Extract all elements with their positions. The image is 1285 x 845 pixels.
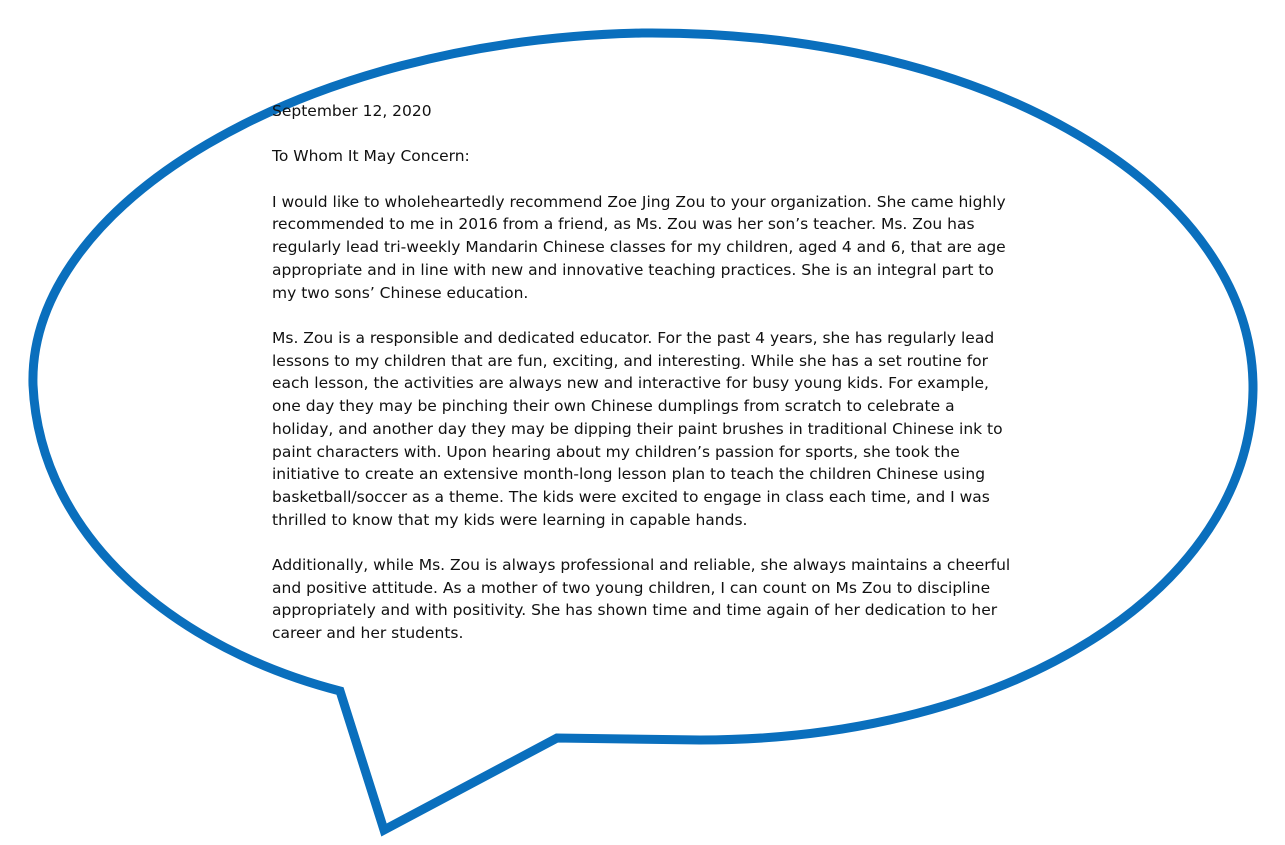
recommendation-letter <box>272 100 1012 645</box>
letter-salutation: To Whom It May Concern: <box>272 147 470 166</box>
letter-date: September 12, 2020 <box>272 102 432 120</box>
letter-paragraph-3: Additionally, while Ms. Zou is always professional and reliable, she always maintains a cheerful and positive attitude. As a mother of two young children, I can count on Ms Zou to discipline appropriately and with positivity. She has shown time and time again of her dedication to her career and her students. <box>272 556 1011 643</box>
letter-paragraph-1: I would like to wholeheartedly recommend Zoe Jing Zou to your organization. She came highly recommended to me in 2016 from a friend, as Ms. Zou was her son’s teacher. Ms. Zou has regularly lead tri-weekly Mandarin Chinese classes for my children, aged 4 and 6, that are age appropriate and in line with new and innovative teaching practices. She is an integral part to my two sons’ Chinese education. <box>272 192 1006 302</box>
letter-paragraph-2: Ms. Zou is a responsible and dedicated educator. For the past 4 years, she has regularly lead lessons to my children that are fun, exciting, and interesting. While she has a set routine for each lesson, the activities are always new and interactive for busy young kids. For example, one day they may be pinching their own Chinese dumplings from scratch to celebrate a holiday, and another day they may be dipping their paint brushes in traditional Chinese ink to paint characters with. Upon hearing about my children’s passion for sports, she took the initiative to create an extensive month-long lesson plan to teach the children Chinese using basketball/soccer as a theme. The kids were excited to engage in class each time, and I was thrilled to know that my kids were learning in capable hands. <box>272 328 1003 529</box>
